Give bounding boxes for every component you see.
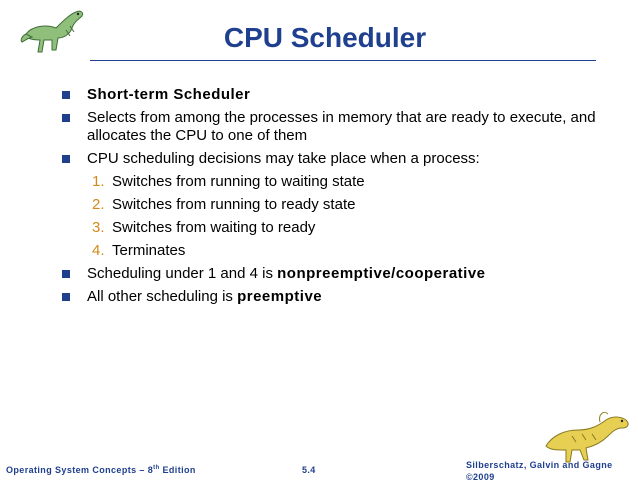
- item-number: 2.: [92, 196, 105, 213]
- footer-edition: Edition: [159, 465, 196, 475]
- bullet-text: CPU scheduling decisions may take place when a process:: [87, 150, 480, 167]
- square-bullet-icon: [62, 91, 70, 99]
- footer-book-title: [6, 465, 196, 475]
- square-bullet-icon: [62, 155, 70, 163]
- bullet-list: [62, 86, 622, 306]
- item-number: 3.: [92, 219, 105, 236]
- bullet-bold-term: preemptive: [237, 288, 323, 305]
- bullet-item: [62, 109, 622, 145]
- footer-book-name: Operating System Concepts – 8: [6, 465, 154, 475]
- bullet-text: [87, 288, 622, 306]
- square-bullet-icon: [62, 293, 70, 301]
- numbered-item: [92, 219, 622, 237]
- numbered-item: [92, 242, 622, 260]
- bullet-text: [87, 265, 622, 283]
- footer-authors: Silberschatz, Galvin and Gagne ©2009: [466, 460, 613, 482]
- bullet-item: [62, 288, 622, 306]
- item-text: Terminates: [112, 242, 186, 259]
- footer-page-number: 5.4: [302, 465, 316, 475]
- bullet-text: Selects from among the processes in memory that are ready to execute, and allocates the CPU to one of them: [87, 109, 596, 144]
- square-bullet-icon: [62, 270, 70, 278]
- item-text: Switches from running to ready state: [112, 196, 356, 213]
- item-number: 4.: [92, 242, 105, 259]
- bullet-prefix: All other scheduling is: [87, 288, 238, 305]
- bullet-bold-term: nonpreemptive/cooperative: [277, 265, 486, 282]
- bullet-prefix: Scheduling under 1 and 4 is: [87, 265, 278, 282]
- item-text: Switches from waiting to ready: [112, 219, 316, 236]
- numbered-item: [92, 196, 622, 214]
- slide-footer: [0, 460, 638, 482]
- item-text: Switches from running to waiting state: [112, 173, 365, 190]
- bullet-item: [62, 86, 622, 104]
- bullet-text: Short-term Scheduler: [87, 86, 251, 103]
- bullet-item: [62, 265, 622, 283]
- dinosaur-footer-icon: [542, 406, 634, 466]
- slide-title: CPU Scheduler: [223, 22, 427, 53]
- footer-superscript: th: [153, 465, 160, 471]
- numbered-item: [92, 173, 622, 191]
- title-divider: [90, 60, 596, 61]
- square-bullet-icon: [62, 114, 70, 122]
- bullet-item: [62, 150, 622, 168]
- item-number: 1.: [92, 173, 105, 190]
